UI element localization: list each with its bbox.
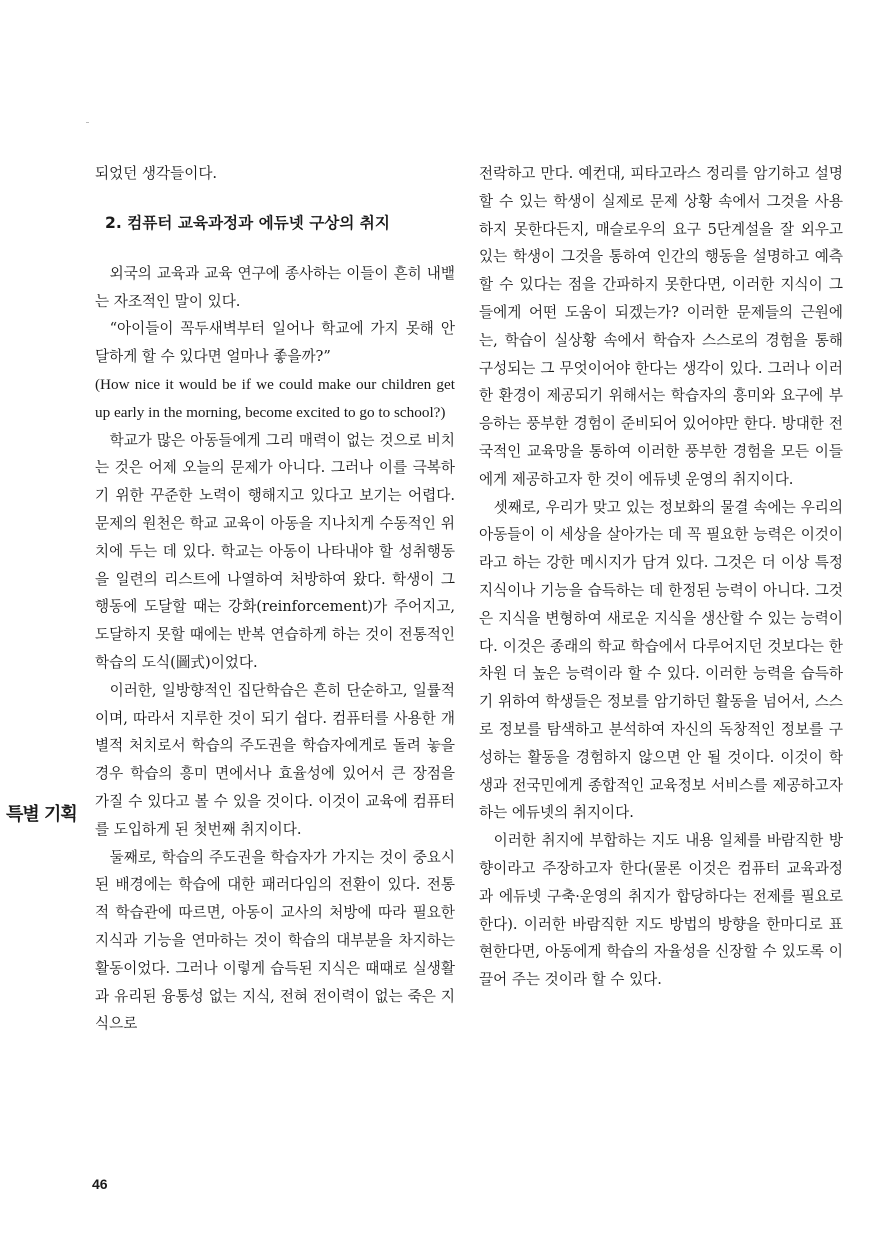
quote-english: (How nice it would be if we could make our children get up early in the morning, become excited to go to school?) (95, 375, 455, 421)
paragraph: 셋째로, 우리가 맞고 있는 정보화의 물결 속에는 우리의 아동들이 이 세상을 살아가는 데 꼭 필요한 능력은 이것이라고 하는 강한 메시지가 담겨 있다. 그것은 더 이상 특정 지식이나 기능을 습득하는 데 한정된 능력이 아니다. 그것은 지식을 변형하여 새로운 지식을 생산할 수 있는 능력이다. 이것은 종래의 학교 학습에서 다루어지던 것보다는 한 차원 더 높은 능력이라 할 수 있다. 이러한 능력을 습득하기 위하여 학생들은 정보를 암기하던 활동을 넘어서, 스스로 정보를 탐색하고 분석하여 자신의 독창적인 정보를 구성하는 활동을 경험하지 않으면 안 될 것이다. 이것이 학생과 전국민에게 종합적인 교육정보 서비스를 제공하고자 하는 에듀넷의 취지이다. (479, 498, 843, 822)
paragraph: 둘째로, 학습의 주도권을 학습자가 가지는 것이 중요시된 배경에는 학습에 대한 패러다임의 전환이 있다. 전통적 학습관에 따르면, 아동이 교사의 처방에 따라 필요한 지식과 기능을 연마하는 것이 학습의 대부분을 차지하는 활동이었다. 그러나 이렇게 습득된 지식은 때때로 실생활과 유리된 융통성 없는 지식, 전혀 전이력이 없는 죽은 지식으로 (95, 848, 455, 1033)
paragraph: 외국의 교육과 교육 연구에 종사하는 이들이 흔히 내뱉는 자조적인 말이 있다. (95, 264, 455, 310)
quote-korean: “아이들이 꼭두새벽부터 일어나 학교에 가지 못해 안달하게 할 수 있다면 얼마나 좋을까?” (95, 320, 455, 366)
paragraph: 전락하고 만다. 예컨대, 피타고라스 정리를 암기하고 설명할 수 있는 학생이 실제로 문제 상황 속에서 그것을 사용하지 못한다든지, 매슬로우의 요구 5단계설을 잘 외우고 있는 학생이 그것을 통하여 인간의 행동을 설명하고 예측할 수 있다는 점을 간파하지 못한다면, 이러한 지식이 그들에게 어떤 도움이 되겠는가? 이러한 문제들의 근원에는, 학습이 실상황 속에서 학습자 스스로의 경험을 통해 구성되는 그 무엇이어야 한다는 생각이 있다. 그러나 이러한 환경이 제공되기 위해서는 학습자의 흥미와 요구에 부응하는 풍부한 경험이 준비되어 있어야만 한다. 방대한 전국적인 교육망을 통하여 이러한 풍부한 경험을 모든 이들에게 제공하고자 한 것이 에듀넷 운영의 취지이다. (479, 165, 843, 488)
left-column (95, 160, 455, 1038)
margin-mark (86, 122, 89, 123)
right-column (479, 160, 843, 994)
page-number: 46 (92, 1176, 108, 1192)
paragraph: 이러한, 일방향적인 집단학습은 흔히 단순하고, 일률적이며, 따라서 지루한 것이 되기 쉽다. 컴퓨터를 사용한 개별적 처치로서 학습의 주도권을 학습자에게로 돌려 놓을 경우 학습의 흥미 면에서나 효율성에 있어서 큰 장점을 가질 수 있다고 볼 수 있을 것이다. 이것이 교육에 컴퓨터를 도입하게 된 첫번째 취지이다. (95, 681, 455, 838)
section-side-tab: 특별 기획 (6, 804, 77, 825)
opening-line: 되었던 생각들이다. (95, 165, 218, 182)
paragraph: 이러한 취지에 부합하는 지도 내용 일체를 바람직한 방향이라고 주장하고자 한다(물론 이것은 컴퓨터 교육과정과 에듀넷 구축·운영의 취지가 합당하다는 전제를 필요로 한다). 이러한 바람직한 지도 방법의 방향을 한마디로 표현한다면, 아동에게 학습의 자율성을 신장할 수 있도록 이끌어 주는 것이라 할 수 있다. (479, 832, 843, 989)
section-heading: 2. 컴퓨터 교육과정과 에듀넷 구상의 취지 (105, 213, 390, 232)
paragraph: 학교가 많은 아동들에게 그리 매력이 없는 것으로 비치는 것은 어제 오늘의 문제가 아니다. 그러나 이를 극복하기 위한 꾸준한 노력이 행해지고 있다고 보기는 어렵다. 문제의 원천은 학교 교육이 아동을 지나치게 수동적인 위치에 두는 데 있다. 학교는 아동이 나타내야 할 성취행동을 일련의 리스트에 나열하여 처방하여 왔다. 학생이 그 행동에 도달할 때는 강화(reinforcement)가 주어지고, 도달하지 못할 때에는 반복 연습하게 하는 것이 전통적인 학습의 도식(圖式)이었다. (95, 431, 455, 671)
